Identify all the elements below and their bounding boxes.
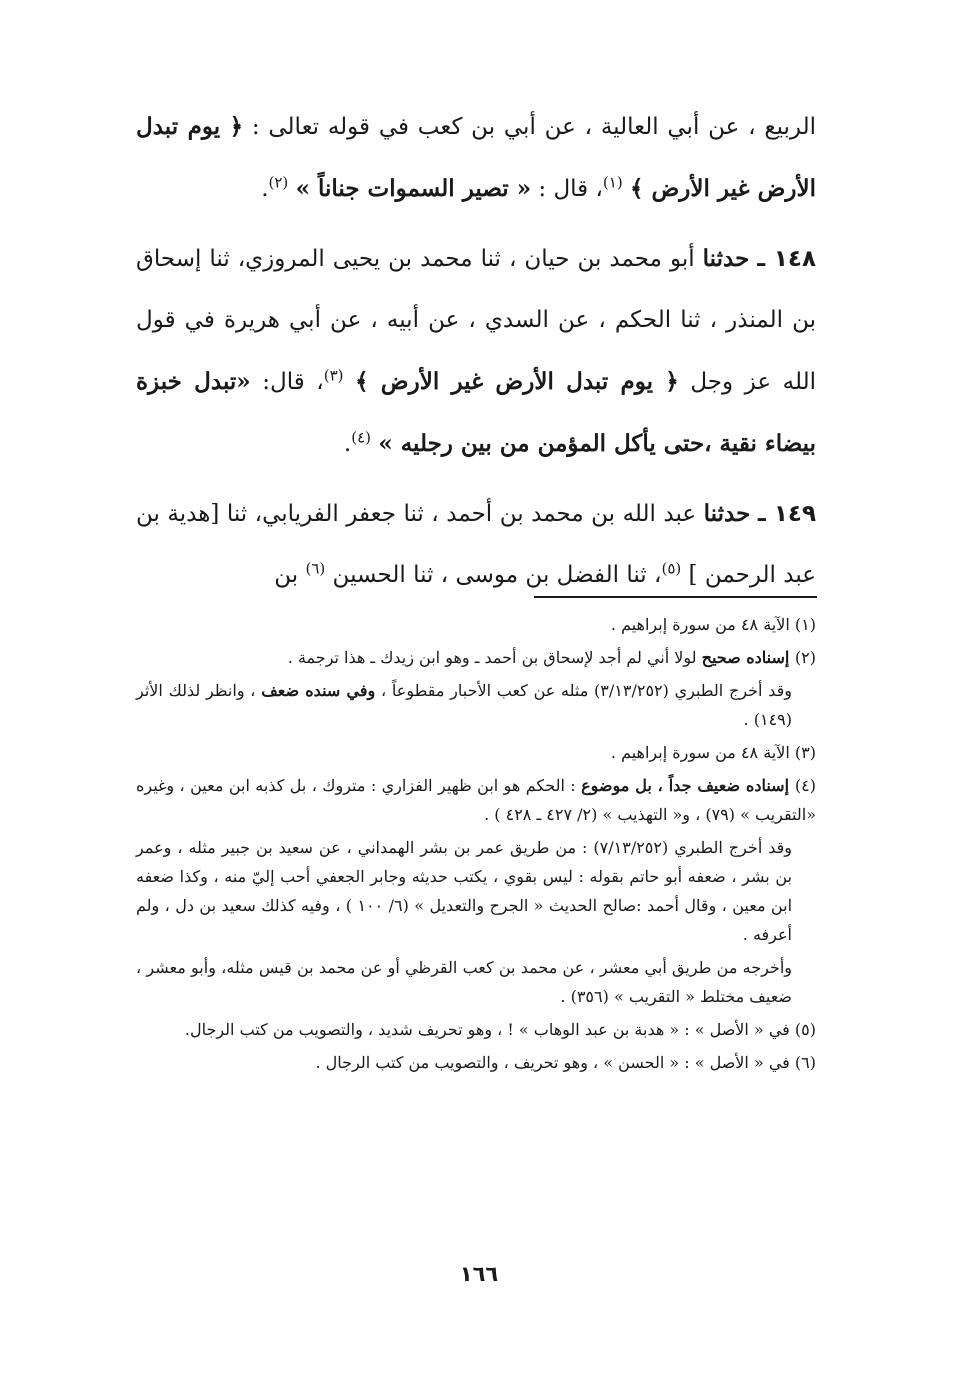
footnote-separator [534, 596, 817, 598]
text: ، قال : [531, 176, 603, 202]
footnote-text: الآية ٤٨ من سورة إبراهيم . [610, 743, 795, 762]
text: . [261, 176, 269, 202]
footnote-text: ، وانظر لذلك الأثر (١٤٩) . [136, 681, 792, 729]
footnote-mark: (٤) [794, 776, 816, 795]
text: عبد الله بن محمد بن أحمد ، ثنا جعفر الفريابي، ثنا [هدية بن عبد الرحمن ] [136, 501, 816, 588]
footnote-mark: (٥) [794, 1020, 816, 1039]
footnote-text: وقد أخرج الطبري (٣/١٣/٢٥٢) مثله عن كعب الأحبار مقطوعاً ، [375, 681, 793, 700]
footnote-text: الآية ٤٨ من سورة إبراهيم . [610, 615, 795, 634]
main-text [136, 96, 816, 606]
quran-verse: ﴿ يوم تبدل الأرض غير الأرض ﴾ [136, 113, 816, 202]
paragraph-hadith-148 [136, 228, 816, 475]
footnote-1 [136, 610, 816, 639]
footnote-bold: إسناده صحيح [701, 648, 795, 667]
footnote-text: في « الأصل » : « الحسن » ، وهو تحريف ، والتصويب من كتب الرجال . [315, 1053, 795, 1072]
quran-verse: ﴿ يوم تبدل الأرض غير الأرض ﴾ [355, 368, 679, 395]
hadith-number: ١٤٩ ـ [757, 501, 816, 527]
footnote-text: وقد أخرج الطبري (٧/١٣/٢٥٢) : من طريق عمر بن بشر الهمداني ، عن سعيد بن جبير مثله ، وعمر بن بشر ، ضعفه أبو حاتم بقوله : ليس بقوي ، يكتب حديثه وجابر الجعفي أحب إليّ منه ، وكذا ضعفه ابن معين ، وقال أحمد :صالح الحديث « الجرح والتعديل » (٦/ ١٠٠ ) ، وفيه كذلك سعيد بن دل ، ولم أعرفه . [136, 838, 793, 944]
footnote-ref-1: (١) [602, 173, 623, 192]
footnote-bold: وفي سنده ضعف [261, 681, 376, 700]
footnote-mark: (١) [794, 615, 816, 634]
hadith-number: ١٤٨ ـ [757, 246, 816, 272]
footnote-ref-4: (٤) [351, 428, 371, 447]
text: أبو محمد بن حيان ، ثنا محمد بن يحيى المروزي، ثنا إسحاق بن المنذر ، ثنا الحكم ، عن السدي ، عن أبيه ، عن أبي هريرة في قول الله عز وجل [136, 246, 816, 395]
footnote-ref-5: (٥) [661, 559, 682, 578]
footnote-ref-2: (٢) [268, 173, 289, 192]
text: . [343, 431, 352, 457]
footnote-text: في « الأصل » : « هدبة بن عبد الوهاب » ! ، وهو تحريف شديد ، والتصويب من كتب الرجال. [184, 1020, 795, 1039]
footnote-4-continuation-1 [136, 833, 816, 949]
footnote-2-continuation [136, 676, 816, 734]
text: ، قال: [250, 369, 324, 395]
footnote-6 [136, 1048, 816, 1077]
quote: «تبدل خبزة بيضاء نقية ،حتى يأكل المؤمن من بين رجليه » [136, 368, 816, 457]
footnote-mark: (٢) [794, 648, 816, 667]
footnote-4 [136, 771, 816, 829]
footnote-4-continuation-2 [136, 953, 816, 1011]
paragraph-narration-1 [136, 96, 816, 220]
footnote-text: وأخرجه من طريق أبي معشر ، عن محمد بن كعب القرظي أو عن محمد بن قيس مثله، وأبو معشر ، ضعيف مختلط « التقريب » (٣٥٦) . [136, 958, 792, 1006]
hadith-lead: حدثنا [702, 245, 750, 272]
footnote-2 [136, 643, 816, 672]
footnotes [136, 610, 816, 1081]
footnote-ref-6: (٦) [305, 559, 326, 578]
footnote-text: : الحكم هو ابن ظهير الفزاري : متروك ، بل كذبه ابن معين ، وغيره «التقريب » (٧٩) ، و« التهذيب » (٢/ ٤٢٧ ـ ٤٢٨ ) . [136, 776, 816, 824]
footnote-3 [136, 738, 816, 767]
footnote-text: لولا أني لم أجد لإسحاق بن أحمد ـ وهو ابن زيدك ـ هذا ترجمة . [287, 648, 702, 667]
footnote-5 [136, 1015, 816, 1044]
page-number: ١٦٦ [459, 1262, 499, 1286]
footnote-mark: (٦) [794, 1053, 816, 1072]
hadith-lead: حدثنا [703, 500, 751, 527]
quote: « تصير السموات جناناً » [295, 175, 532, 202]
text: الربيع ، عن أبي العالية ، عن أبي بن كعب في قوله تعالى : [243, 114, 816, 140]
footnote-ref-3: (٣) [323, 366, 344, 385]
footnote-mark: (٣) [794, 743, 816, 762]
text: بن [274, 562, 306, 588]
paragraph-hadith-149 [136, 483, 816, 606]
footnote-bold: إسناده ضعيف جداً ، بل موضوع [581, 776, 795, 795]
text: ، ثنا الفضل بن موسى ، ثنا الحسين [325, 562, 662, 588]
